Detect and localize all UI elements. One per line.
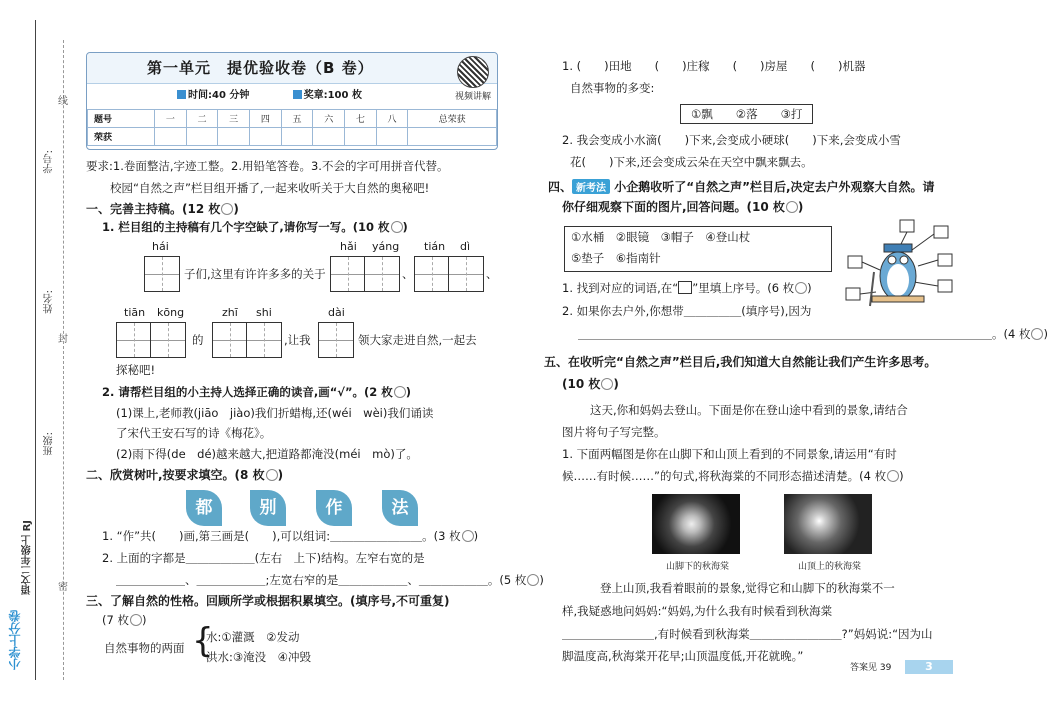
answer-box[interactable]: [938, 280, 952, 292]
book-title: 语文二年级上 RJ: [22, 520, 33, 595]
r-q2[interactable]: 2. 我会变成小水滴( )下来,会变成小硬球( )下来,会变成小雪: [562, 133, 901, 147]
section-4-title: 四、 新考法 小企鹅收听了“自然之声”栏目后,决定去户外观察大自然。请: [548, 180, 935, 194]
s4-q2-cont[interactable]: ＿＿＿＿＿＿＿＿＿＿＿＿＿＿＿＿＿＿＿＿＿＿＿＿＿＿＿＿＿＿＿＿＿＿＿＿。(4 枚 ): [578, 327, 1048, 341]
table-row: 荣获: [88, 128, 497, 146]
box-icon: [678, 281, 692, 294]
q1-2-b[interactable]: (2)雨下得(de dé)越来越大,把道路都淹没(méi mò)了。: [116, 447, 418, 461]
s5-q1-cont: 候……有时候……”的句式,将秋海棠的不同形态描述清楚。(4 枚 ): [562, 469, 904, 483]
q1-2-a[interactable]: (1)课上,老师教(jiāo jiào)我们折蜡梅,还(wéi wèi)我们诵读: [116, 406, 434, 420]
s4-q1: 1. 找到对应的词语,在“ ”里填上序号。(6 枚 ): [562, 281, 812, 295]
table-row: 题号 一 二 三 四 五 六 七 八 总荣获: [88, 110, 497, 128]
section-5-medal: (10 枚 ): [562, 377, 619, 391]
answer-box[interactable]: [846, 288, 860, 300]
binding-mark-seal: 封: [58, 334, 68, 345]
answer-box[interactable]: [900, 220, 914, 232]
q2-2-cont[interactable]: ＿＿＿＿＿＿、＿＿＿＿＿＿;左宽右窄的是＿＿＿＿＿＿、＿＿＿＿＿＿。(5 枚 ): [116, 573, 544, 587]
flood-options: 洪水:③淹没 ④冲毁: [206, 650, 311, 664]
binding-margin: [0, 0, 78, 707]
leaf-char: 别: [250, 490, 286, 526]
text: 的: [192, 333, 204, 347]
brace-icon: {: [192, 621, 214, 661]
water-options: 水:①灌溉 ②发动: [206, 630, 300, 644]
leaf-char: 法: [382, 490, 418, 526]
medal-icon: [795, 282, 807, 294]
section-5-title: 五、在收听完“自然之声”栏目后,我们知道大自然能让我们产生许多思考。: [544, 355, 937, 369]
medal-icon: [786, 201, 798, 213]
r-q2-cont[interactable]: 花( )下来,还会变成云朵在天空中飘来飘去。: [570, 155, 813, 169]
text: 探秘吧!: [116, 363, 156, 377]
s5-text-line: 脚温度高,秋海棠开花早;山顶温度低,开花就晚。”: [562, 649, 804, 663]
begonia-foot-photo: [652, 494, 740, 554]
q1-2: 2. 请帮栏目组的小主持人选择正确的读音,画“√”。(2 枚 ): [102, 385, 412, 399]
medal-icon: [527, 574, 539, 586]
text: 、: [486, 267, 498, 281]
pinyin: yáng: [372, 240, 400, 253]
video-label: 视频讲解: [454, 92, 491, 102]
medal-icon: [266, 469, 278, 481]
time-info: 时间:40 分钟: [177, 90, 249, 101]
student-id-label: 学号:: [44, 150, 55, 174]
medal-icon: [1031, 328, 1043, 340]
clock-icon: [177, 90, 186, 99]
medal-icon: [130, 614, 142, 626]
page-number: 3: [905, 660, 953, 674]
s4-q2[interactable]: 2. 如果你去户外,你想带＿＿＿＿＿(填序号),因为: [562, 304, 812, 318]
section-1-title: 一、完善主持稿。(12 枚 ): [86, 202, 239, 216]
section-2-title: 二、欣赏树叶,按要求填空。(8 枚 ): [86, 468, 284, 482]
penguin-illustration: [842, 216, 962, 310]
s5-text-line: 样,我疑惑地问妈妈:“妈妈,为什么我有时候看到秋海棠: [562, 604, 833, 618]
requirements: 要求:1.卷面整洁,字迹工整。2.用铅笔答卷。3.不会的字可用拼音代替。: [86, 159, 449, 173]
text: 子们,这里有许许多多的关于: [184, 267, 326, 281]
s5-paragraph-cont: 图片将句子写完整。: [562, 425, 666, 439]
begonia-top-photo: [784, 494, 872, 554]
medal-icon: [394, 386, 406, 398]
new-method-badge: 新考法: [572, 179, 610, 194]
pinyin: tiān: [124, 306, 146, 319]
text: 领大家走进自然,一起去: [358, 333, 477, 347]
medal-icon: [293, 90, 302, 99]
intro-text: 校园“自然之声”栏目组开播了,一起来收听关于大自然的奥秘吧!: [110, 181, 430, 195]
exam-meta: [177, 86, 402, 101]
s5-q1: 1. 下面两幅图是你在山脚下和山顶上看到的不同景象,请运用“有时: [562, 447, 897, 461]
pinyin: dài: [328, 306, 345, 319]
char-grid[interactable]: [318, 322, 354, 358]
title-bar: [87, 53, 497, 84]
section-4-title-cont: 你仔细观察下面的图片,回答问题。(10 枚 ): [562, 200, 804, 214]
pinyin: tián: [424, 240, 446, 253]
medal-icon: [887, 470, 899, 482]
exam-header: [86, 52, 498, 150]
pinyin: dì: [460, 240, 471, 253]
r-options-box: ①飘 ②落 ③打: [680, 104, 813, 124]
answer-box[interactable]: [938, 254, 952, 266]
s5-text-line: 登上山顶,我看着眼前的景象,觉得它和山脚下的秋海棠不一: [600, 581, 895, 595]
caption-foot: 山脚下的秋海棠: [666, 562, 730, 572]
medal-icon: [601, 378, 613, 390]
text: ,让我: [284, 333, 311, 347]
pinyin: kōng: [157, 306, 185, 319]
leaf-char: 作: [316, 490, 352, 526]
text: 、: [402, 267, 414, 281]
brand-logo: 小学上分卷: [8, 610, 22, 670]
medal-icon: [221, 203, 233, 215]
pinyin-hai: hái: [152, 240, 169, 253]
char-grid[interactable]: [212, 322, 282, 358]
s5-text-line[interactable]: ＿＿＿＿＿＿＿＿,有时候看到秋海棠＿＿＿＿＿＿＿＿?”妈妈说:“因为山: [562, 627, 933, 641]
reward-info: 奖章:100 枚: [293, 90, 362, 101]
q2-1[interactable]: 1. “作”共( )画,第三画是( ),可以组词:＿＿＿＿＿＿＿＿。(3 枚 ): [102, 529, 479, 543]
binding-mark-secret: 密: [58, 582, 68, 593]
answer-box[interactable]: [848, 256, 862, 268]
section-3-medal: (7 枚 ): [102, 613, 147, 627]
binding-mark-line: 线: [58, 96, 68, 107]
nature-two-sides-label: 自然事物的两面: [104, 641, 185, 655]
class-label: 班级:: [44, 432, 55, 456]
answer-box[interactable]: [934, 226, 948, 238]
qr-code-icon[interactable]: [457, 56, 489, 88]
answer-reference: 答案见 39: [850, 663, 892, 673]
caption-top: 山顶上的秋海棠: [798, 562, 862, 572]
medal-icon: [462, 530, 474, 542]
q2-2[interactable]: 2. 上面的字都是＿＿＿＿＿＿(左右 上下)结构。左窄右宽的是: [102, 551, 425, 565]
pinyin: hǎi: [340, 240, 357, 253]
score-table: [87, 109, 497, 146]
medal-icon: [391, 221, 403, 233]
section-3-title: 三、了解自然的性格。回顾所学或根据积累填空。(填序号,不可重复): [86, 594, 450, 608]
pinyin: zhī: [222, 306, 238, 319]
pinyin: shi: [256, 306, 272, 319]
name-label: 姓名:: [44, 290, 55, 314]
r-q1[interactable]: 1. ( )田地 ( )庄稼 ( )房屋 ( )机器: [562, 59, 866, 73]
q1-1: 1. 栏目组的主持稿有几个字空缺了,请你写一写。(10 枚 ): [102, 220, 408, 234]
char-grid[interactable]: [144, 256, 180, 292]
s5-paragraph: 这天,你和妈妈去登山。下面是你在登山途中看到的景象,请结合: [590, 403, 908, 417]
q1-2-a-cont: 了宋代王安石写的诗《梅花》。: [116, 426, 272, 440]
r-changes-label: 自然事物的多变:: [570, 81, 655, 95]
char-grid[interactable]: [116, 322, 186, 358]
s4-options-box: ①水桶 ②眼镜 ③帽子 ④登山杖 ⑤垫子 ⑥指南针: [564, 226, 832, 272]
char-grid[interactable]: [414, 256, 484, 292]
char-grid[interactable]: [330, 256, 400, 292]
binding-line: [35, 20, 36, 680]
page-title: 第一单元 提优验收卷（B 卷）: [147, 59, 374, 77]
leaf-char: 都: [186, 490, 222, 526]
